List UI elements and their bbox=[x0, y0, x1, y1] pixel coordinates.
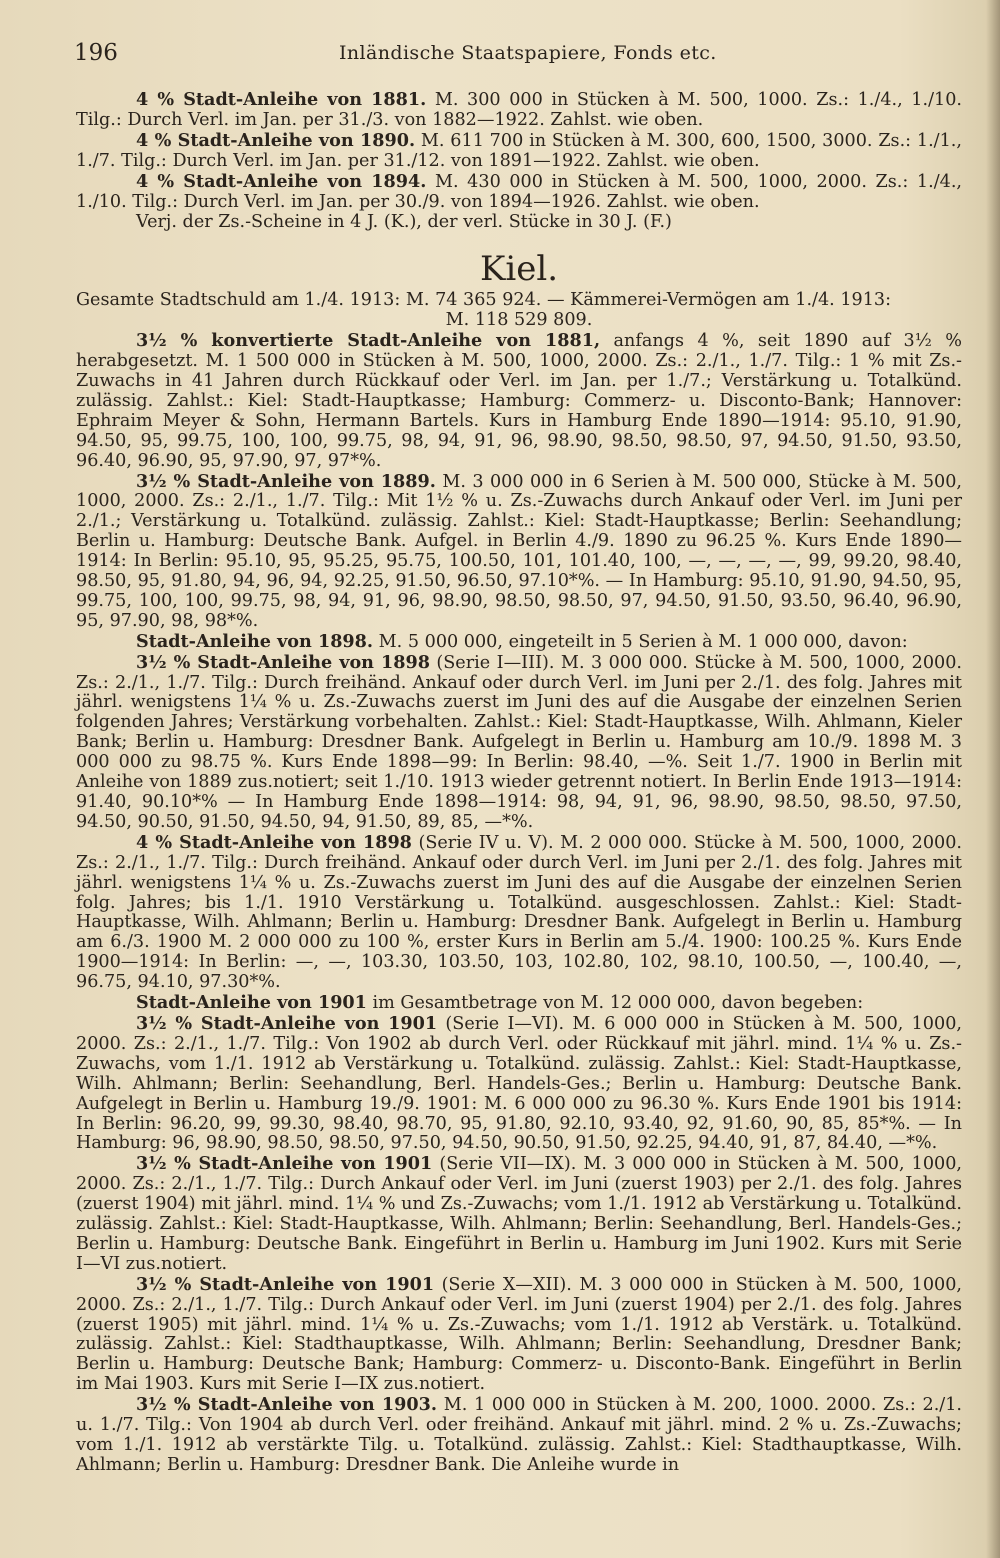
entry-text: (Serie IV u. V). M. 2 000 000. Stücke à M. 500, 1000, 2000. Zs.: 2./1., 1./7. Tilg.: Durch freihänd. Ankauf oder durch Verl. im Juni per 2./1. des folg. Jahres mit jährl. wenigstens 1¼ % u. Zs.-Zuwachs zuerst im Juni des auf die Ausgabe der einzelnen Serien folg. Jahres; bis 1./1. 1910 Verstärkung u. Totalkünd. ausgeschlossen. Zahlst.: Kiel: Stadt-Hauptkasse, Wilh. Ahlmann; Berlin u. Hamburg: Dresdner Bank. Aufgelegt in Berlin u. Hamburg am 6./3. 1900 M. 2 000 000 zu 100 %, erster Kurs in Berlin am 5./4. 1900: 100.25 %. Kurs Ende 1900—1914: In Berlin: —, —, 103.30, 103.50, 103, 102.80, 102, 98.10, 100.50, —, 100.40, —, 96.75, 94.10, 97.30*%. bbox=[76, 832, 962, 993]
entry-paragraph bbox=[76, 212, 962, 233]
entry-heading: 3½ % Stadt-Anleihe von 1898 bbox=[136, 651, 430, 673]
entry-text: M. 611 700 in Stücken à M. 300, 600, 1500, 3000. Zs.: 1./1., 1./7. Tilg.: Durch Verl. im Jan. per 31./12. von 1891—1922. Zahlst. wie oben. bbox=[76, 130, 962, 171]
entry-paragraph bbox=[76, 632, 962, 653]
entry-heading: 3½ % Stadt-Anleihe von 1901 bbox=[136, 1273, 435, 1295]
entry-paragraph bbox=[76, 653, 962, 833]
entry-text: M. 5 000 000, eingeteilt in 5 Serien à M. 1 000 000, davon: bbox=[373, 631, 908, 652]
city-heading: Kiel. bbox=[479, 249, 559, 290]
entry-text: (Serie I—VI). M. 6 000 000 in Stücken à M. 500, 1000, 2000. Zs.: 2./1., 1./7. Tilg.: Von 1902 ab durch Verl. oder Rückkauf mit jährl. mind. 1¼ % u. Zs.-Zuwachs, vom 1./1. 1912 ab Verstärkung u. Totalkünd. zulässig. Zahlst.: Kiel: Stadt-Hauptkasse, Wilh. Ahlmann; Berlin: Seehandlung, Berl. Handels-Ges.; Berlin u. Hamburg: Deutsche Bank. Aufgelegt in Berlin u. Hamburg 19./9. 1901: M. 6 000 000 zu 96.30 %. Kurs Ende 1901 bis 1914: In Berlin: 96.20, 99, 99.30, 98.40, 98.70, 95, 91.80, 92.10, 93.40, 92, 91.60, 90, 85, 85*%. — In Hamburg: 96, 98.90, 98.50, 98.50, 97.50, 94.50, 90.50, 91.50, 92.25, 94.40, 91, 87, 84.40, —*%. bbox=[76, 1013, 962, 1154]
entry-heading: Stadt-Anleihe von 1898. bbox=[136, 630, 374, 652]
entry-text: Verj. der Zs.-Scheine in 4 J. (K.), der verl. Stücke in 30 J. (F.) bbox=[136, 212, 672, 233]
entry-heading: 3½ % Stadt-Anleihe von 1889. bbox=[136, 470, 436, 492]
entry-heading: 4 % Stadt-Anleihe von 1894. bbox=[136, 170, 427, 192]
page-body bbox=[76, 90, 962, 1476]
entry-heading: 4 % Stadt-Anleihe von 1898 bbox=[136, 831, 412, 853]
entry-paragraph bbox=[76, 131, 962, 172]
entry-paragraph bbox=[76, 993, 962, 1014]
entry-heading: 3½ % Stadt-Anleihe von 1901 bbox=[136, 1153, 433, 1175]
total-debt-line: Gesamte Stadtschuld am 1./4. 1913: M. 74 365 924. — Kämmerei-Vermögen am 1./4. 1913: bbox=[76, 290, 892, 311]
entry-paragraph bbox=[76, 1395, 962, 1476]
entry-heading: 3½ % Stadt-Anleihe von 1901 bbox=[136, 1012, 438, 1034]
entry-text: (Serie X—XII). M. 3 000 000 in Stücken à M. 500, 1000, 2000. Zs.: 2./1., 1./7. Tilg.: Durch Ankauf oder Verl. im Juni (zuerst 1904) per 2./1. des folg. Jahres (zuerst 1905) mit jährl. mind. 1¼ % u. Zs.-Zuwachs; vom 1./1. 1912 ab Verstärk. u. Totalkünd. zulässig. Zahlst.: Kiel: Stadthauptkasse, Wilh. Ahlmann; Berlin: Seehandlung, Dresdner Bank; Berlin u. Hamburg: Deutsche Bank; Hamburg: Commerz- u. Disconto-Bank. Eingeführt in Berlin im Mai 1903. Kurs mit Serie I—IX zus.notiert. bbox=[76, 1274, 962, 1395]
treasury-assets-line: M. 118 529 809. bbox=[445, 310, 593, 331]
entry-paragraph bbox=[76, 172, 962, 213]
entry-text: M. 1 000 000 in Stücken à M. 200, 1000. 2000. Zs.: 2./1. u. 1./7. Tilg.: Von 1904 ab durch Verl. oder freihänd. Ankauf mit jährl. mind. 2 % u. Zs.-Zuwachs; vom 1./1. 1912 ab verstärkte Tilg. u. Totalkünd. zulässig. Zahlst.: Kiel: Stadthauptkasse, Wilh. Ahlmann; Berlin u. Hamburg: Dresdner Bank. Die Anleihe wurde in bbox=[76, 1395, 962, 1475]
entry-heading: 3½ % konvertierte Stadt-Anleihe von 1881, bbox=[136, 330, 601, 352]
entry-paragraph bbox=[76, 833, 962, 993]
entry-paragraph bbox=[76, 1014, 962, 1154]
entry-heading: Stadt-Anleihe von 1901 bbox=[136, 992, 367, 1014]
entry-text: im Gesamtbetrage von M. 12 000 000, davon begeben: bbox=[366, 993, 864, 1014]
page-edge-shadow bbox=[986, 0, 1000, 1558]
entry-paragraph bbox=[76, 1275, 962, 1395]
running-title: Inländische Staatspapiere, Fonds etc. bbox=[339, 42, 717, 64]
entry-paragraph bbox=[76, 1154, 962, 1274]
entry-heading: 4 % Stadt-Anleihe von 1881. bbox=[136, 89, 427, 110]
entry-text: (Serie VII—IX). M. 3 000 000 in Stücken à M. 500, 1000, 2000. Zs.: 2./1., 1./7. Tilg.: Durch Ankauf oder Verl. im Juni (zuerst 1903) per 2./1. des folg. Jahres (zuerst 1904) mit jährl. mind. 1¼ % und Zs.-Zuwachs; vom 1./1. 1912 ab Verstärkung u. Totalkünd. zulässig. Zahlst.: Kiel: Stadt-Hauptkasse, Wilh. Ahlmann; Berlin: Seehandlung, Berl. Handels-Ges.; Berlin u. Hamburg: Deutsche Bank. Eingeführt in Berlin u. Hamburg im Juni 1902. Kurs mit Serie I—VI zus.notiert. bbox=[76, 1154, 963, 1274]
entry-paragraph bbox=[76, 90, 962, 131]
entry-text: (Serie I—III). M. 3 000 000. Stücke à M. 500, 1000, 2000. Zs.: 2./1., 1./7. Tilg.: Durch freihänd. Ankauf oder durch Verl. im Juni per 2./1. des folg. Jahres mit jährl. wenigstens 1¼ % u. Zs.-Zuwachs zuerst im Juni des auf die Ausgabe der einzelnen Serien folgenden Jahres; Verstärkung vorbehalten. Zahlst.: Kiel: Stadt-Hauptkasse, Wilh. Ahlmann, Kieler Bank; Berlin u. Hamburg: Dresdner Bank. Aufgelegt in Berlin u. Hamburg am 10./9. 1898 M. 3 000 000 zu 98.75 %. Kurs Ende 1898—99: In Berlin: 98.40, —%. Seit 1./7. 1900 in Berlin mit Anleihe von 1889 zus.notiert; seit 1./10. 1913 wieder getrennt notiert. In Berlin Ende 1913—1914: 91.40, 90.10*% — In Hamburg Ende 1898—1914: 98, 94, 91, 96, 98.90, 98.50, 98.50, 97.50, 94.50, 90.50, 91.50, 94.50, 94, 91.50, 89, 85, —*%. bbox=[76, 652, 962, 832]
entry-paragraph bbox=[76, 331, 962, 471]
entry-text: M. 430 000 in Stücken à M. 500, 1000, 2000. Zs.: 1./4., 1./10. Tilg.: Durch Verl. im Jan. per 30./9. von 1894—1926. Zahlst. wie oben. bbox=[76, 171, 962, 212]
page-number: 196 bbox=[74, 40, 118, 66]
page-header bbox=[74, 40, 962, 70]
entry-text: M. 3 000 000 in 6 Serien à M. 500 000, Stücke à M. 500, 1000, 2000. Zs.: 2./1., 1./7. Tilg.: Mit 1½ % u. Zs.-Zuwachs durch Ankauf oder Verl. im Juni per 2./1.; Verstärkung u. Totalkünd. zulässig. Zahlst.: Kiel: Stadt-Hauptkasse; Berlin: Seehandlung; Berlin u. Hamburg: Deutsche Bank. Aufgel. in Berlin 4./9. 1890 zu 96.25 %. Kurs Ende 1890—1914: In Berlin: 95.10, 95, 95.25, 95.75, 100.50, 101, 101.40, 100, —, —, —, —, 99, 99.20, 98.40, 98.50, 95, 91.80, 94, 96, 94, 92.25, 91.50, 96.50, 97.10*%. — In Hamburg: 95.10, 91.90, 94.50, 95, 99.75, 100, 100, 99.75, 98, 94, 91, 96, 98.90, 98.50, 98.50, 97, 94.50, 91.50, 93.50, 96.40, 96.90, 95, 97.90, 98, 98*%. bbox=[76, 471, 963, 631]
entry-text: M. 300 000 in Stücken à M. 500, 1000. Zs.: 1./4., 1./10. Tilg.: Durch Verl. im Jan. per 31./3. von 1882—1922. Zahlst. wie oben. bbox=[76, 90, 962, 130]
entry-heading: 4 % Stadt-Anleihe von 1890. bbox=[136, 129, 416, 151]
entry-heading: 3½ % Stadt-Anleihe von 1903. bbox=[136, 1394, 438, 1416]
entry-text: anfangs 4 %, seit 1890 auf 3½ % herabgesetzt. M. 1 500 000 in Stücken à M. 500, 1000, 2000. Zs.: 2./1., 1./7. Tilg.: 1 % mit Zs.-Zuwachs in 41 Jahren durch Rückkauf oder Verl. im Jan. per 1./7.; Verstärkung u. Totalkünd. zulässig. Zahlst.: Kiel: Stadt-Hauptkasse; Hamburg: Commerz- u. Disconto-Bank; Hannover: Ephraim Meyer & Sohn, Hermann Bartels. Kurs in Hamburg Ende 1890—1914: 95.10, 91.90, 94.50, 95, 99.75, 100, 100, 99.75, 98, 94, 91, 96, 98.90, 98.50, 98.50, 97, 94.50, 91.50, 93.50, 96.40, 96.90, 95, 97.90, 97, 97*%. bbox=[76, 331, 962, 471]
entry-paragraph bbox=[76, 472, 962, 632]
